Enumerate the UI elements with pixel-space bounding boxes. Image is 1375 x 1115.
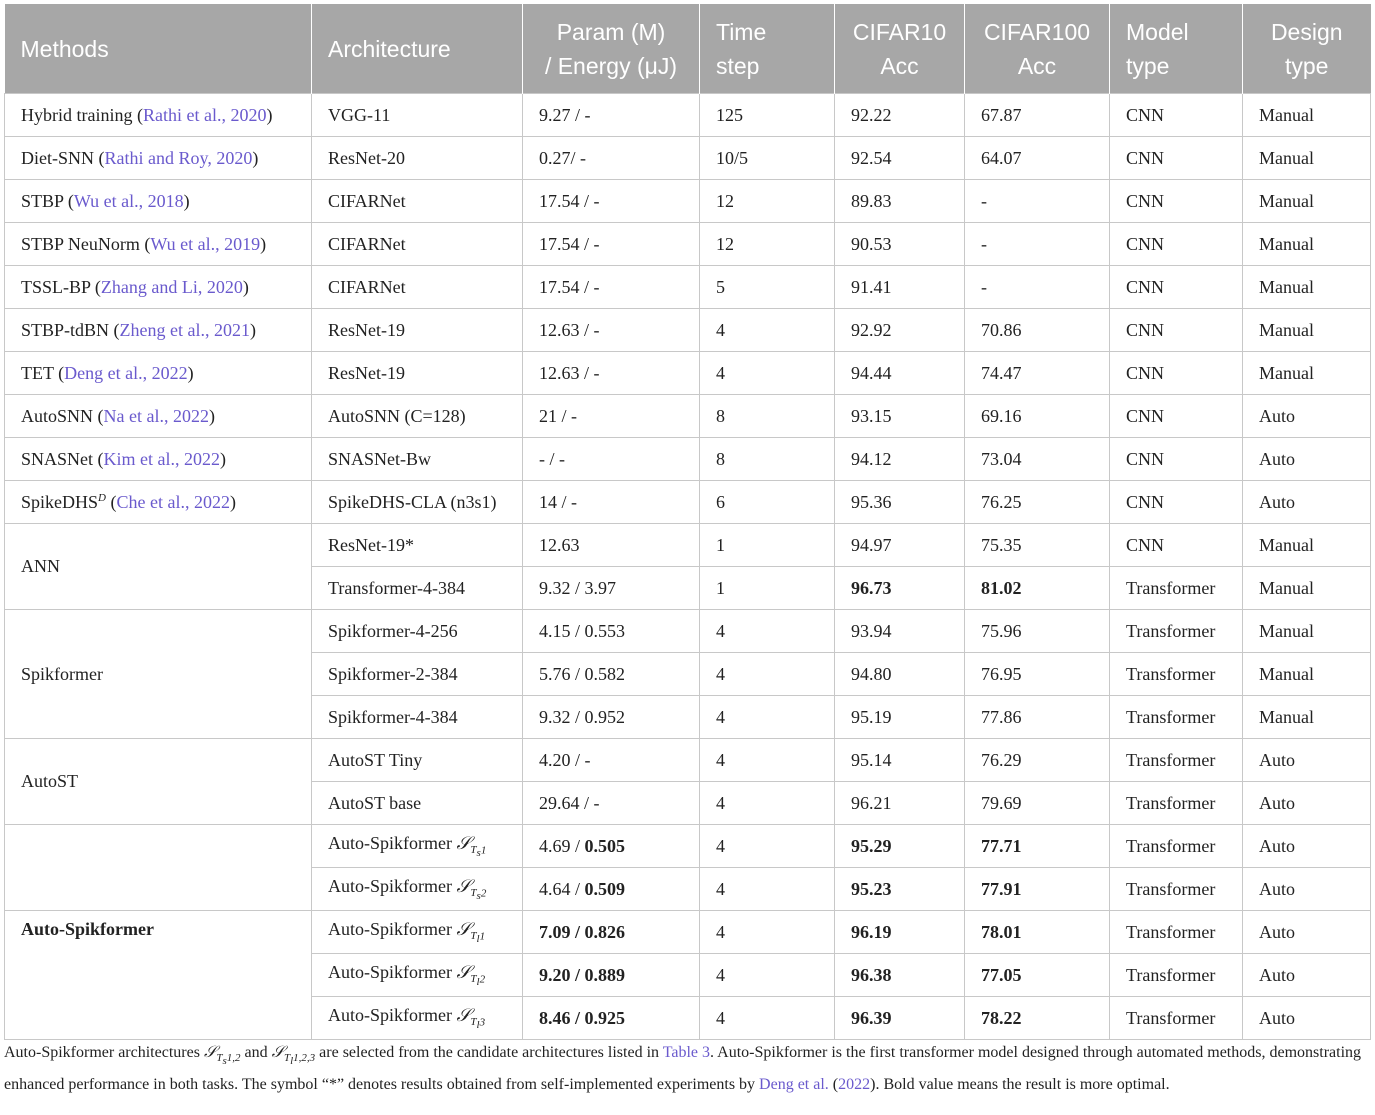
- table-row: [5, 180, 1371, 223]
- design-cell: Manual: [1243, 94, 1371, 137]
- table-row: [5, 610, 1371, 653]
- param-cell: [523, 868, 700, 911]
- param-cell: [523, 911, 700, 954]
- c100-cell: 81.02: [965, 567, 1110, 610]
- arch-cell: ResNet-19: [312, 309, 523, 352]
- group-label-autospik: Auto-Spikformer: [5, 911, 312, 1040]
- arch-cell: ResNet-20: [312, 137, 523, 180]
- time-cell: 4: [700, 782, 835, 825]
- time-cell: 1: [700, 524, 835, 567]
- arch-symbol-sub: [470, 973, 480, 989]
- table-body: [5, 94, 1371, 1040]
- table-row: [5, 223, 1371, 266]
- model-cell: CNN: [1110, 438, 1243, 481]
- deng-link[interactable]: Deng et al.: [759, 1076, 829, 1094]
- header-time-line2: step: [716, 52, 760, 79]
- param-cell: 12.63: [523, 524, 700, 567]
- c100-cell: -: [965, 223, 1110, 266]
- method-name: TET: [21, 362, 54, 383]
- model-cell: Transformer: [1110, 997, 1243, 1040]
- table-row: [5, 825, 1371, 868]
- arch-cell: Transformer-4-384: [312, 567, 523, 610]
- c100-cell: 76.95: [965, 653, 1110, 696]
- model-cell: CNN: [1110, 309, 1243, 352]
- table-row: [5, 266, 1371, 309]
- method-name: STBP NeuNorm: [21, 233, 140, 254]
- table-row: [5, 309, 1371, 352]
- time-cell: 4: [700, 911, 835, 954]
- arch-symbol-size: l: [476, 933, 480, 946]
- arch-cell: CIFARNet: [312, 266, 523, 309]
- header-param-energy: [523, 4, 700, 94]
- note-symbol-s-idx: 1,2: [226, 1052, 241, 1065]
- method-cell: Hybrid training (Rathi et al., 2020): [5, 94, 312, 137]
- model-cell: CNN: [1110, 223, 1243, 266]
- time-cell: 8: [700, 438, 835, 481]
- param-value: 9.20: [539, 964, 571, 985]
- arch-cell: [312, 911, 523, 954]
- c100-cell: 77.91: [965, 868, 1110, 911]
- design-cell: Manual: [1243, 266, 1371, 309]
- header-param-line1: Param (M): [556, 18, 666, 45]
- header-param-line2: / Energy (μJ): [544, 52, 678, 79]
- param-separator: /: [570, 1007, 585, 1028]
- arch-symbol-t: T: [470, 930, 477, 943]
- table-row: [5, 137, 1371, 180]
- time-cell: 4: [700, 309, 835, 352]
- model-cell: CNN: [1110, 180, 1243, 223]
- arch-symbol-sub: [470, 930, 480, 946]
- design-cell: Manual: [1243, 567, 1371, 610]
- c10-cell: 96.39: [835, 997, 965, 1040]
- citation-link[interactable]: Che et al., 2022: [116, 491, 230, 512]
- design-cell: Manual: [1243, 696, 1371, 739]
- time-cell: 4: [700, 997, 835, 1040]
- model-cell: Transformer: [1110, 696, 1243, 739]
- arch-cell: Spikformer-2-384: [312, 653, 523, 696]
- c100-cell: -: [965, 266, 1110, 309]
- c100-cell: 64.07: [965, 137, 1110, 180]
- param-separator: /: [570, 835, 585, 856]
- energy-value: 0.925: [584, 1007, 626, 1028]
- design-cell: Manual: [1243, 352, 1371, 395]
- design-cell: Manual: [1243, 180, 1371, 223]
- note-text-1: Auto-Spikformer architectures: [4, 1044, 204, 1061]
- arch-prefix: Auto-Spikformer: [328, 1004, 452, 1025]
- model-cell: CNN: [1110, 94, 1243, 137]
- arch-prefix: Auto-Spikformer: [328, 875, 452, 896]
- c100-cell: 78.22: [965, 997, 1110, 1040]
- table-row: [5, 94, 1371, 137]
- model-cell: CNN: [1110, 352, 1243, 395]
- c10-cell: 95.23: [835, 868, 965, 911]
- arch-symbol-t: T: [470, 844, 477, 857]
- c10-cell: 89.83: [835, 180, 965, 223]
- method-cell: STBP (Wu et al., 2018): [5, 180, 312, 223]
- param-cell: [523, 997, 700, 1040]
- time-cell: 8: [700, 395, 835, 438]
- arch-symbol-sub: [470, 1016, 480, 1032]
- header-model-line1: Model: [1126, 18, 1189, 45]
- arch-prefix: Auto-Spikformer: [328, 918, 452, 939]
- header-model-line2: type: [1126, 52, 1170, 79]
- arch-cell: [312, 954, 523, 997]
- c10-cell: 94.44: [835, 352, 965, 395]
- time-cell: 5: [700, 266, 835, 309]
- table-row: [5, 524, 1371, 567]
- note-text-4: . Auto-Spikformer is the first transformer model designed through automated methods, demonstrating enhanced performance in both tasks. The symbol “*” denotes results obtained from self-implemented experiments by: [4, 1044, 1362, 1094]
- header-architecture: Architecture: [312, 4, 523, 94]
- c100-cell: 79.69: [965, 782, 1110, 825]
- design-cell: Auto: [1243, 438, 1371, 481]
- header-design-line2: type: [1285, 52, 1329, 79]
- header-model-type: [1110, 4, 1243, 94]
- c10-cell: 91.41: [835, 266, 965, 309]
- arch-symbol: 𝒮$_{T_l1}$: [456, 918, 486, 946]
- note-text-6: ). Bold value means the result is more optimal.: [870, 1076, 1170, 1094]
- design-cell: Auto: [1243, 997, 1371, 1040]
- time-cell: 10/5: [700, 137, 835, 180]
- method-cell: TET (Deng et al., 2022): [5, 352, 312, 395]
- design-cell: Auto: [1243, 868, 1371, 911]
- c100-cell: 74.47: [965, 352, 1110, 395]
- citation-link[interactable]: Deng et al., 2022: [64, 362, 188, 383]
- group-label-spikformer: Spikformer: [5, 610, 312, 739]
- energy-value: 0.509: [584, 878, 626, 899]
- arch-symbol: 𝒮$_{T_l3}$: [456, 1004, 486, 1032]
- arch-symbol-t: T: [470, 1016, 477, 1029]
- arch-symbol-sub: [470, 844, 481, 860]
- param-cell: - / -: [523, 438, 700, 481]
- arch-cell: Spikformer-4-256: [312, 610, 523, 653]
- method-cell: STBP NeuNorm (Wu et al., 2019): [5, 223, 312, 266]
- header-design-line1: Design: [1270, 18, 1343, 45]
- c10-cell: 93.94: [835, 610, 965, 653]
- time-cell: 4: [700, 739, 835, 782]
- c10-cell: 96.21: [835, 782, 965, 825]
- time-cell: 4: [700, 352, 835, 395]
- header-c10-line1: CIFAR10: [852, 18, 947, 45]
- design-cell: Manual: [1243, 610, 1371, 653]
- arch-cell: AutoST Tiny: [312, 739, 523, 782]
- c10-cell: 94.12: [835, 438, 965, 481]
- table-row: [5, 481, 1371, 524]
- c100-cell: 75.96: [965, 610, 1110, 653]
- header-time-line1: Time: [716, 18, 767, 45]
- arch-cell: [312, 825, 523, 868]
- citation-link[interactable]: Rathi et al., 2020: [142, 104, 267, 125]
- model-cell: Transformer: [1110, 610, 1243, 653]
- c100-cell: 77.86: [965, 696, 1110, 739]
- note-symbol-l-idx: 1,2,3: [293, 1052, 316, 1065]
- arch-symbol: 𝒮$_{T_s1}$: [456, 832, 487, 860]
- method-name: SpikeDHS: [21, 491, 99, 512]
- arch-symbol-index: 2: [480, 887, 487, 900]
- arch-cell: Spikformer-4-384: [312, 696, 523, 739]
- method-name: STBP-tdBN: [21, 319, 110, 340]
- c100-cell: 77.05: [965, 954, 1110, 997]
- table-row: [5, 352, 1371, 395]
- arch-cell: [312, 868, 523, 911]
- model-cell: CNN: [1110, 266, 1243, 309]
- model-cell: Transformer: [1110, 739, 1243, 782]
- model-cell: CNN: [1110, 481, 1243, 524]
- table-row: [5, 395, 1371, 438]
- citation-link[interactable]: Zheng et al., 2021: [119, 319, 250, 340]
- arch-symbol-size: l: [476, 1019, 480, 1032]
- arch-cell: CIFARNet: [312, 180, 523, 223]
- c10-cell: 90.53: [835, 223, 965, 266]
- note-text-5: (: [828, 1076, 839, 1094]
- energy-value: 0.889: [584, 964, 626, 985]
- model-cell: Transformer: [1110, 567, 1243, 610]
- c100-cell: 76.29: [965, 739, 1110, 782]
- design-cell: Auto: [1243, 782, 1371, 825]
- c10-cell: 95.29: [835, 825, 965, 868]
- arch-cell: SpikeDHS-CLA (n3s1): [312, 481, 523, 524]
- header-design-type: [1243, 4, 1371, 94]
- citation-link[interactable]: Wu et al., 2019: [150, 233, 261, 254]
- design-cell: Auto: [1243, 825, 1371, 868]
- param-cell: 0.27/ -: [523, 137, 700, 180]
- header-c100-line1: CIFAR100: [983, 18, 1091, 45]
- c100-cell: 76.25: [965, 481, 1110, 524]
- model-cell: Transformer: [1110, 782, 1243, 825]
- c10-cell: 94.80: [835, 653, 965, 696]
- param-cell: 9.32 / 0.952: [523, 696, 700, 739]
- table-row: [5, 438, 1371, 481]
- time-cell: 12: [700, 223, 835, 266]
- param-cell: [523, 954, 700, 997]
- model-cell: Transformer: [1110, 911, 1243, 954]
- c10-cell: 92.22: [835, 94, 965, 137]
- design-cell: Auto: [1243, 481, 1371, 524]
- param-cell: 21 / -: [523, 395, 700, 438]
- param-separator: /: [570, 921, 585, 942]
- design-cell: Manual: [1243, 309, 1371, 352]
- method-name: SNASNet: [21, 448, 94, 469]
- arch-symbol-index: 1: [480, 844, 487, 857]
- c10-cell: 93.15: [835, 395, 965, 438]
- param-cell: 17.54 / -: [523, 180, 700, 223]
- arch-symbol: 𝒮$_{T_s2}$: [456, 875, 487, 903]
- model-cell: CNN: [1110, 137, 1243, 180]
- c10-cell: 92.92: [835, 309, 965, 352]
- time-cell: 4: [700, 653, 835, 696]
- design-cell: Manual: [1243, 223, 1371, 266]
- header-time-step: [700, 4, 835, 94]
- c100-cell: 75.35: [965, 524, 1110, 567]
- model-cell: Transformer: [1110, 653, 1243, 696]
- arch-symbol-index: 1: [479, 930, 486, 943]
- c100-cell: 69.16: [965, 395, 1110, 438]
- model-cell: Transformer: [1110, 954, 1243, 997]
- arch-symbol-index: 2: [479, 973, 486, 986]
- param-separator: /: [570, 878, 585, 899]
- c100-cell: 78.01: [965, 911, 1110, 954]
- method-cell: SpikeDHS$^D$ (Che et al., 2022): [5, 481, 312, 524]
- c100-cell: 70.86: [965, 309, 1110, 352]
- arch-cell: CIFARNet: [312, 223, 523, 266]
- design-cell: Auto: [1243, 395, 1371, 438]
- c10-cell: 95.36: [835, 481, 965, 524]
- c10-cell: 96.73: [835, 567, 965, 610]
- arch-symbol-t: T: [470, 887, 477, 900]
- method-cell: AutoSNN (Na et al., 2022): [5, 395, 312, 438]
- arch-prefix: Auto-Spikformer: [328, 961, 452, 982]
- param-cell: 14 / -: [523, 481, 700, 524]
- time-cell: 4: [700, 954, 835, 997]
- time-cell: 125: [700, 94, 835, 137]
- param-cell: [523, 825, 700, 868]
- header-methods: Methods: [5, 4, 312, 94]
- param-value: 4.64: [539, 878, 571, 899]
- energy-value: 0.826: [584, 921, 626, 942]
- param-value: 7.09: [539, 921, 571, 942]
- citation-link[interactable]: Zhang and Li, 2020: [100, 276, 243, 297]
- c10-cell: 96.38: [835, 954, 965, 997]
- param-cell: 9.27 / -: [523, 94, 700, 137]
- method-cell: STBP-tdBN (Zheng et al., 2021): [5, 309, 312, 352]
- c10-cell: 94.97: [835, 524, 965, 567]
- results-table: [4, 4, 1371, 1040]
- deng-year-link[interactable]: 2022: [838, 1076, 871, 1094]
- method-name: STBP: [21, 190, 64, 211]
- time-cell: 4: [700, 868, 835, 911]
- note-symbol-s: 𝒮$_{T_s1,2}$: [203, 1044, 241, 1068]
- param-value: 4.69: [539, 835, 571, 856]
- header-cifar100: [965, 4, 1110, 94]
- param-cell: 12.63 / -: [523, 352, 700, 395]
- model-cell: CNN: [1110, 395, 1243, 438]
- method-name: Diet-SNN: [21, 147, 94, 168]
- param-cell: 17.54 / -: [523, 266, 700, 309]
- arch-cell: [312, 997, 523, 1040]
- c10-cell: 95.19: [835, 696, 965, 739]
- param-cell: 17.54 / -: [523, 223, 700, 266]
- table-row: [5, 911, 1371, 954]
- method-name: TSSL-BP: [21, 276, 91, 297]
- header-c100-line2: Acc: [1017, 52, 1057, 79]
- header-row: [5, 4, 1371, 94]
- design-cell: Manual: [1243, 524, 1371, 567]
- param-cell: 4.20 / -: [523, 739, 700, 782]
- header-c10-line2: Acc: [880, 52, 919, 79]
- citation-link[interactable]: Kim et al., 2022: [103, 448, 220, 469]
- time-cell: 4: [700, 825, 835, 868]
- design-cell: Auto: [1243, 954, 1371, 997]
- param-separator: /: [570, 964, 585, 985]
- design-cell: Manual: [1243, 653, 1371, 696]
- time-cell: 4: [700, 696, 835, 739]
- arch-cell: AutoSNN (C=128): [312, 395, 523, 438]
- design-cell: Auto: [1243, 739, 1371, 782]
- arch-symbol-size: s: [476, 890, 481, 903]
- energy-value: 0.505: [584, 835, 626, 856]
- design-cell: Auto: [1243, 911, 1371, 954]
- table-row: [5, 739, 1371, 782]
- table-footnote: [4, 1041, 1370, 1097]
- arch-prefix: Auto-Spikformer: [328, 832, 452, 853]
- arch-cell: VGG-11: [312, 94, 523, 137]
- method-superscript: D: [98, 491, 106, 504]
- arch-symbol-index: 3: [479, 1016, 486, 1029]
- arch-cell: ResNet-19*: [312, 524, 523, 567]
- time-cell: 12: [700, 180, 835, 223]
- c100-cell: 73.04: [965, 438, 1110, 481]
- param-cell: 12.63 / -: [523, 309, 700, 352]
- c10-cell: 96.19: [835, 911, 965, 954]
- arch-symbol: 𝒮$_{T_l2}$: [456, 961, 486, 989]
- header-cifar10: [835, 4, 965, 94]
- time-cell: 6: [700, 481, 835, 524]
- param-value: 8.46: [539, 1007, 571, 1028]
- note-text-3: are selected from the candidate architectures listed in: [315, 1044, 663, 1061]
- arch-cell: SNASNet-Bw: [312, 438, 523, 481]
- time-cell: 1: [700, 567, 835, 610]
- arch-symbol-size: s: [476, 847, 481, 860]
- citation-link[interactable]: Wu et al., 2018: [73, 190, 184, 211]
- param-cell: 9.32 / 3.97: [523, 567, 700, 610]
- arch-cell: AutoST base: [312, 782, 523, 825]
- method-name: Hybrid training: [21, 104, 133, 125]
- model-cell: Transformer: [1110, 825, 1243, 868]
- c100-cell: -: [965, 180, 1110, 223]
- design-cell: Manual: [1243, 137, 1371, 180]
- method-name: AutoSNN: [21, 405, 94, 426]
- param-cell: 29.64 / -: [523, 782, 700, 825]
- c10-cell: 92.54: [835, 137, 965, 180]
- param-cell: 5.76 / 0.582: [523, 653, 700, 696]
- table3-link[interactable]: Table 3: [662, 1044, 711, 1061]
- group-label-autost: AutoST: [5, 739, 312, 825]
- param-cell: 4.15 / 0.553: [523, 610, 700, 653]
- c10-cell: 95.14: [835, 739, 965, 782]
- arch-symbol-size: l: [476, 976, 480, 989]
- group-label-empty: [5, 825, 312, 911]
- method-cell: TSSL-BP (Zhang and Li, 2020): [5, 266, 312, 309]
- model-cell: CNN: [1110, 524, 1243, 567]
- citation-link[interactable]: Na et al., 2022: [103, 405, 209, 426]
- arch-symbol-sub: [470, 887, 481, 903]
- c100-cell: 77.71: [965, 825, 1110, 868]
- group-label-ann: ANN: [5, 524, 312, 610]
- c100-cell: 67.87: [965, 94, 1110, 137]
- note-text-2: and: [240, 1044, 272, 1061]
- arch-symbol-t: T: [470, 973, 477, 986]
- method-cell: SNASNet (Kim et al., 2022): [5, 438, 312, 481]
- arch-cell: ResNet-19: [312, 352, 523, 395]
- citation-link[interactable]: Rathi and Roy, 2020: [104, 147, 253, 168]
- method-cell: Diet-SNN (Rathi and Roy, 2020): [5, 137, 312, 180]
- time-cell: 4: [700, 610, 835, 653]
- note-symbol-l: 𝒮$_{T_l1,2,3}$: [271, 1044, 316, 1068]
- model-cell: Transformer: [1110, 868, 1243, 911]
